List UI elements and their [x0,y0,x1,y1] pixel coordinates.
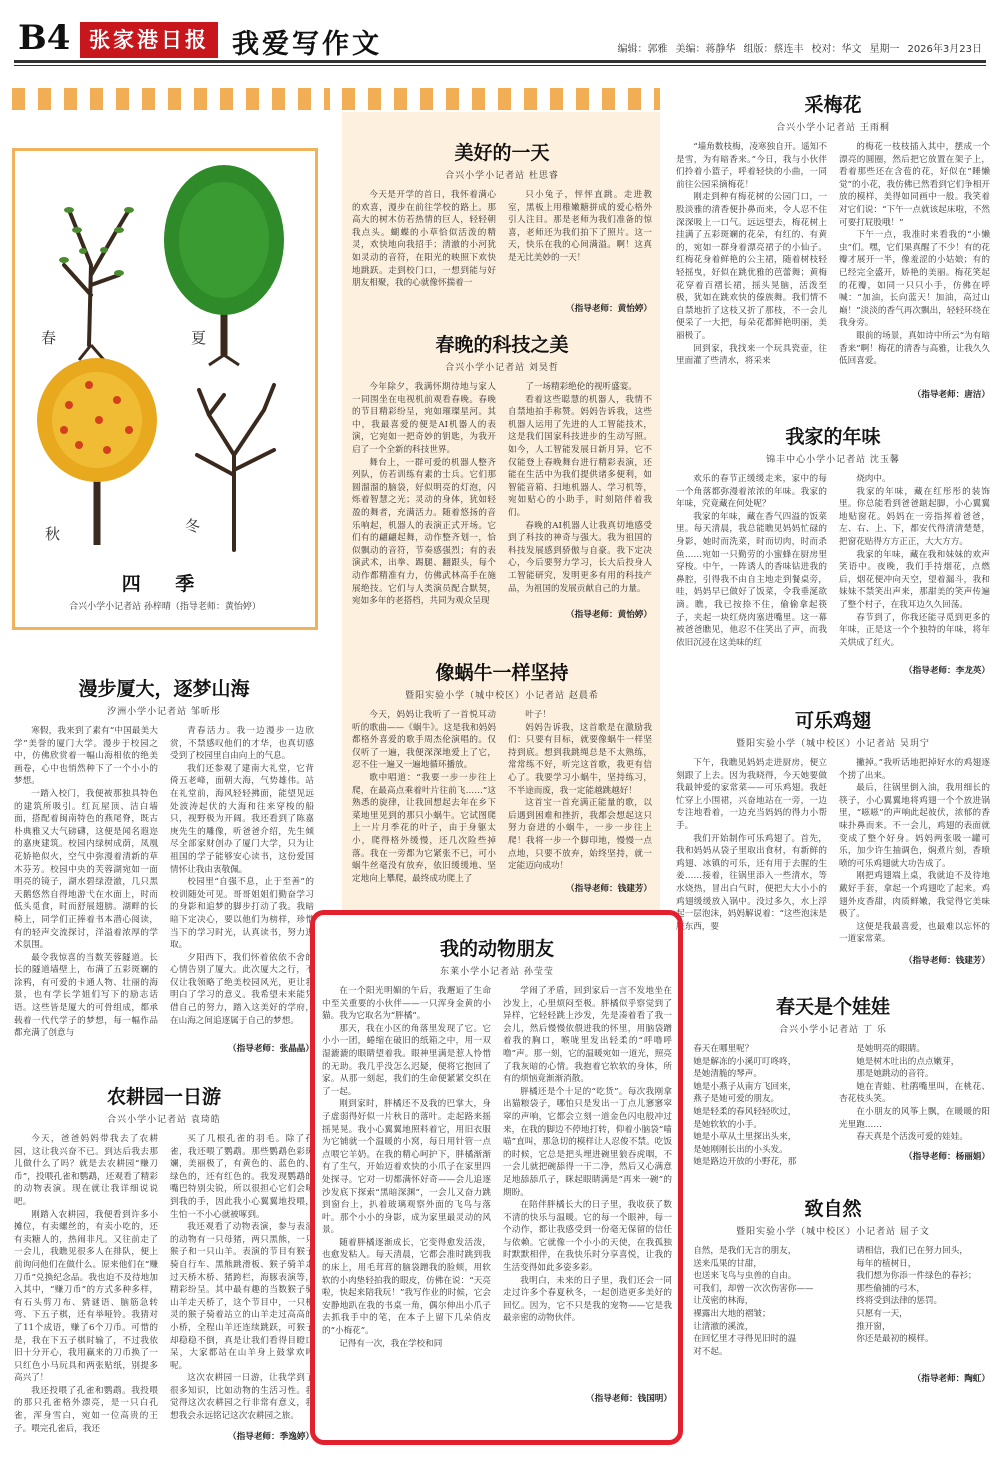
article-paragraph: 今天，妈妈让我听了一首悦耳动听的歌曲——《蜗牛》。这是我和妈妈都格外喜爱的歌手周杰伦演唱的。仅仅听了一遍，我便深深地爱上了它，忍不住一遍又一遍地循环播放。 [352,710,496,771]
article-paragraph: 烧肉中。 [856,474,891,484]
article-paragraph: 刚到家时，胖橘还不及我的巴掌大，身子虚弱得好似一片秋日的落叶。走起路来摇摇晃晃。我小心翼翼地照料着它，用旧衣服为它铺就一个温暖的小窝，每日用针管一点点喂它羊奶。在我的精心呵护下，胖橘渐渐有了生气，开始迈着欢快的小爪子在家里四处探寻。它对一切都满怀好奇——会儿追逐沙发底下探索“黑暗深渊”，一会儿又奋力跳到窗台上，扒着玻璃观察外面的飞鸟与落叶。那个小小的身影，成为家里最灵动的风景。 [322,1099,491,1236]
article-body [14,1133,314,1434]
poem-line: 是她明亮的眼睛。 [856,1044,925,1054]
article-paragraph: 胖橘还是个十足的“吃货”。每次我刚拿出猫粮袋子，哪怕只是发出一丁点儿窸窸窣窣的声响，它都会立刻一道金色闪电般冲过来，在我的脚边不停地打转，仰着小脑袋“喵喵”直叫，那急切的模样让人忍俊不禁。吃饭的时候，它总是把头埋进碗里狼吞虎咽，不一会儿就把碗舔得一干二净，然后又心满意足地舔舔爪子，眯起眼睛满是“再来一碗”的期盼。 [503,1086,672,1198]
article-paragraph: 今年除夕，我满怀期待地与家人一同围坐在电视机前观看春晚。春晚的节目精彩纷呈，宛如璀璨星河。其中，我最喜爱的便是AI机器人的表演，它宛如一把奇妙的钥匙，为我开启了一个全新的科技世界。 [352,382,496,455]
article-column [676,757,827,952]
article-paragraph: 我们还参观了建南大礼堂，它背倚五老峰，面朝大海，气势雄伟。站在礼堂前，海风轻轻拂面，能望见远处波涛起伏的大海和往来穿梭的船只，视野极为开阔。我还看到了陈嘉庚先生的雕像，听爸爸介绍，先生倾尽全部家财创办了厦门大学，只为让祖国的学子能够安心读书，这份爱国情怀让我由衷敬佩。 [170,763,314,875]
article-paragraph: 叶子！ [525,710,551,720]
article-paragraph: 撇掉。”我听话地把掉好水的鸡翅逐个捞了出来。 [839,758,990,781]
article-column [839,1043,990,1148]
article-paragraph: 我还观看了动物表演，参与表演的动物有一只母猪，两只黑熊，一只猴子和一只山羊。表演的节目有猴子骑自行车、黑熊跳滑板、猴子骑羊走过天桥木桥、猪跨栏，海豚表演等，精彩纷呈。其中最有趣的当数猴子骑山羊走天桥了，这个节目中，一只机灵的猴子骑着站立的山羊走过高高的小桥，全程山羊还连续跳跃，可猴子却稳稳不倒，真是让我们看得目瞪口呆，大家都站在山羊身上鼓掌欢呼呢。 [170,1222,314,1371]
article-column [676,1043,827,1168]
article-title: 我的动物朋友 [439,938,554,960]
poem-line: 你还是最初的模样。 [856,1334,934,1345]
article-paragraph: 我家的年味，藏在我和妹妹的欢声笑语中。夜晚，我们手持烟花，点燃后，烟花便冲向天空，望着漏斗，我和妹妹不禁笑出声来，那甜美的笑声传遍了整个村子，在我耳边久久回荡。 [839,549,990,610]
article-body [352,381,652,606]
article-xiamen [14,676,314,1056]
article-paragraph: 我还投喂了孔雀和鹦鹉。我投喂的那只孔雀格外漂亮，是一只白孔雀，浑身雪白，宛如一位高贵的王子。喂完孔雀后，我还 [14,1385,158,1434]
article-column [676,141,827,386]
article-column [839,757,990,952]
article-teacher-credit: （指导老师：张晶晶） [228,1044,314,1054]
article-body [676,1245,990,1370]
poem-line: 她是轻柔的春风轻轻吹过， [693,1106,797,1117]
article-paragraph: 了一场精彩绝伦的视听盛宴。 [525,382,637,392]
season-autumn-label: 秋 [45,525,61,543]
article-paragraph: 下午一点，我准时来看我的“小懒虫”们。嘿，它们果真醒了不少！有的花瓣才展开一半，像羞涩的小姑娘；有的已经完全盛开，娇艳的美丽。梅花笑起的花瓣，如同一只只小手，仿佛在呼喊：“加油，长向蓝天！加油，高过山巅！”淡淡的香气再次飘出，轻轻环绕在我身旁。 [839,230,990,329]
article-paragraph: 我明白，未来的日子里，我们还会一同走过许多个春夏秋冬，一起创造更多美好的回忆。因为，它不只是我的宠物——它是我最亲密的动物伙伴。 [503,1275,672,1324]
masthead-rule [14,60,986,63]
article-column [352,381,496,606]
article-column [839,141,990,386]
poem-line: 只愿有一天， [856,1308,908,1319]
article-title: 漫步厦大，逐梦山海 [78,678,250,700]
article-column [839,473,990,662]
poem-line: 她在青蛙、杜鹃嘴里叫，在桃花、杏花枝头笑。 [839,1081,990,1105]
article-paragraph: 在陪伴胖橘长大的日子里，我收获了数不清的快乐与温暖。它的每一个眼神，每一个动作，都让我感受到一份毫无保留的信任与依赖。它就像一个小小的天使，在我孤独时默默相伴，在我快乐时分享喜悦，让我的生活变得如此多姿多彩。 [503,1200,672,1274]
article-paragraph: 校园里“自强不息，止于至善”的校训随处可见。哥哥姐姐们勤奋学习的身影和追梦的脚步打动了我。我暗暗下定决心，要以他们为榜样，珍惜当下的学习时光，认真读书，努力进取。 [170,877,314,951]
article-paragraph: 那天，我在小区的角落里发现了它。它小小一团，蜷缩在破旧的纸箱之中，用一双湿漉漉的眼睛望着我。眼神里满是惹人怜惜的无助。我几乎没怎么迟疑，便将它抱回了家。从那一刻起，我们的生命便紧紧交织在了一起。 [322,1023,491,1097]
article-chunwan [352,332,652,622]
article-title: 采梅花 [804,94,862,116]
article-column [170,1133,314,1428]
masthead-rule-thin [14,65,986,66]
article-title: 春晚的科技之美 [435,334,569,356]
article-paragraph: “墙角数枝梅，凌寒独自开。遥知不是雪，为有暗香来。”今日，我与小伙伴们拎着小篮子，呼着轻快的小曲，一同前往公园采摘梅花！ [676,142,827,190]
poem-line: 那些偷捕的弓木， [856,1283,925,1294]
article-byline: 合兴小学小记者站 王雨桐 [776,123,890,133]
article-title: 致自然 [804,1198,862,1220]
article-teacher-credit: （指导老师：钱国明） [586,1394,672,1404]
article-zhiziran [676,1196,990,1386]
poem-line: 是她清脆的琴声。 [693,1069,762,1080]
article-paragraph: 今天，爸爸妈妈带我去了农耕园，这让我兴奋不已。到达后我去那儿做什么了吗？就是去农耕园“赚刀币”，投喂孔雀和鹦鹉，还观看了精彩的动物表演。现在就让我详细说说吧。 [14,1134,158,1207]
article-byline: 暨阳实验小学（城中校区）小记者站 屈子文 [736,1227,930,1237]
article-paragraph: 在一个阳光明媚的午后，我邂逅了生命中至关重要的小伙伴——一只浑身金黄的小猫。我为它取名为“胖橘”。 [322,986,491,1022]
article-paragraph: 刚踏入农耕园，我便看到许多小摊位，有卖螺丝的，有卖小吃的，还有卖糖人的，热闹非凡。又往前走了一会儿，我瞧见很多人在排队，便上前询问他们在做什么。原来他们在“赚刀币”兑换纪念品。我也迫不及待地加入其中，“赚刀币”的方式多种多样，有石头剪刀布、猜谜语、脑筋急转弯、下五子棋，还有举哑铃。我猜对了11个成语，赚了6个刀币。可惜的是，我在下五子棋时输了，不过我依旧十分开心，我用赢来的刀币换了一只红色小马玩具和两张贴纸，别提多高兴了！ [14,1209,158,1384]
article-paragraph: 记得有一次，我在学校和同 [339,1338,443,1349]
article-column [352,189,496,300]
article-paragraph: 这首宝一首充满正能量的歌，以后遇到困难和挫折，我都会想起这只努力奋进的小蜗牛，一步一步往上爬！我将一步一个脚印地，慢慢一点点地，只要不放弃，始终坚持，就一定能迈向成功！ [508,798,652,872]
article-paragraph: 夕阳西下，我们怀着依依不舍的心情告别了厦大。此次厦大之行，不仅让我领略了绝美校园风光，更让我明白了学习的意义。我希望未来能凭借自己的努力，踏入这美好的学府，在山海之间追逐属于自己的梦想。 [170,952,314,1026]
article-paragraph: 今天是开学的首日，我怀着满心的欢喜，漫步在前往学校的路上。那高大的树木仿若热情的巨人，轻轻朝我点头。蝴蝶的小草恰似活泼的精灵，欢快地向我招手；清澈的小河犹如灵动的音符，在阳光的映照下欢快地跳跃。走到校门口，一想到能与好朋友相聚，我的心就像怀揣着一 [352,190,496,289]
poem-line: 让茂密的林海， [693,1296,754,1307]
article-caimeihua [676,92,990,402]
article-teacher-credit: （指导老师：李龙英） [904,666,990,676]
credit-layout: 组版：蔡连丰 [743,44,804,55]
article-paragraph: 买了几根孔雀的羽毛。除了孔雀，我还喂了鹦鹉。那些鹦鹉色彩斑斓，美丽极了，有黄色的、蓝色的、绿色的，还有红色的。我发现鹦鹉的嘴巴特别尖锐，所以很担心它们会啄到我的手，因此我小心翼翼地投喂，生怕一不小心就被啄到。 [170,1134,314,1220]
article-title: 像蜗牛一样坚持 [435,662,569,684]
article-paragraph: 我家的年味，藏在红彤彤的装饰里。你总能看到爸爸踮起脚，小心翼翼地贴窗花。妈妈在一旁指挥着爸爸，左、右、上、下，都安代得清清楚楚，把窗花贴得方方正正，大大方方。 [839,486,990,547]
article-column [14,1133,158,1434]
article-paragraph: 一踏入校门，我便被那独具特色的建筑所吸引。红瓦屋顶、洁白墙面，搭配着闽南特色的燕尾脊，既古朴典雅又大气磅礴，这便是闻名遐迩的嘉庚建筑。校园内绿树成荫，凤凰花娇艳似火，空气中弥漫着清新的草木芬芳。校园中央的芙蓉湖宛如一面明亮的镜子，湖水碧绿澄澈，几只黑天鹅悠然自得地游弋在水面上，时而低头觅食，时而舒展翅膀。湖畔的长椅上，同学们正捧着书本潜心阅读，有的轻声交流探讨，洋溢着浓厚的学术氛围。 [14,788,158,951]
article-teacher-credit: （指导老师：钱建芳） [904,956,990,966]
poem-line: 终将受到法律的惩罚。 [856,1296,943,1307]
poem-line: 那是她跳动的音符。 [856,1069,934,1080]
credit-art-editor: 美编：蒋静华 [675,44,736,55]
article-nianwei [676,424,990,678]
article-paragraph: 我们开始制作可乐鸡翅了。首先，我和妈妈从袋子里取出食材，有新鲜的鸡翅、冰镇的可乐，还有用于去腥的生姜……接着，往锅里添入一些清水，等水烧热，冒出白气时，便把大大小小的鸡翅缓缓放入锅中。没过多久，水上浮起一层泡沫，妈妈解说着：“这些泡沫是脏东西，要 [676,833,827,932]
poem-line: 是她刚刚长出的小头发。 [693,1144,788,1155]
season-summer-label: 夏 [191,329,207,347]
spring-tree-icon [59,207,134,360]
autumn-tree-icon [37,358,157,545]
article-title: 我家的年味 [785,426,881,448]
article-title: 春天是个娃娃 [775,996,890,1018]
page-number: B4 [18,18,71,58]
newspaper-logo: 张家港日报 [80,22,218,58]
poem-line: 春天在哪里呢？ [693,1044,754,1054]
article-column [170,725,314,1040]
article-byline: 汐洲小学小记者站 邹昕彤 [107,707,221,717]
poem-line: 对不起。 [693,1346,728,1357]
poem-line: 可我们，却曾一次次伤害你—— [693,1283,814,1294]
illustration-byline: 合兴小学小记者站 孙梓晴（指导老师：黄怡婷） [69,602,261,612]
poem-line: 是她软软的小手。 [693,1119,762,1130]
article-byline: 合兴小学小记者站 杜思睿 [445,171,559,181]
poem-line: 自然，是我们无言的朋友， [693,1246,797,1256]
article-title: 农耕园一日游 [106,1086,221,1108]
credit-date: 2026年3月23日 [907,44,982,55]
article-paragraph: 最后，往锅里倒入油，我用细长的筷子，小心翼翼地将鸡翅一个个放进锅里，“嗞嗞”的声响此起彼伏，浓郁的香味扑鼻而来。不一会儿，鸡翅的表面就变成了整个好身。妈妈两张吸一罐可乐，加少许生抽调色，焖煮片刻，香喷喷的可乐鸡翅就大功告成了。 [839,783,990,869]
article-byline: 东莱小学小记者站 孙莹莹 [440,967,554,977]
season-spring-label: 春 [41,329,57,347]
article-paragraph: 看着这些聪慧的机器人，我情不自禁地拍手称赞。妈妈告诉我，这些机器人运用了先进的人工智能技术，这是我们国家科技进步的生动写照。如今，人工智能发展日新月异，它不仅能登上春晚舞台进行精彩表演，还能在生活中为我们提供诸多便利，如智能音箱、扫地机器人、学习机等，宛如贴心的小助手，时刻陪伴着我们。 [508,394,652,518]
article-teacher-credit: （指导老师：钱建芳） [566,884,652,894]
article-body [676,473,990,662]
article-paragraph: 刚走到种有梅花树的公园门口，一股淡雅的清香便扑鼻而来，令人忍不住深深吸上一口气。远远望去，梅花树上挂满了五彩斑斓的花朵，有红的、有黄的，宛如一群身着漂亮裙子的小仙子。红梅花身着鲜艳的公主裙，随着树枝轻轻摇曳，好似在跳优雅的芭蕾舞；黄梅花穿着百褶长裙，摇头晃脑，活泼至极，犹如在跳欢快的傣族舞。我们情不自禁地折了这枝又折了那枝，不一会儿便采了一大把，每朵花都鲜艳明丽，美丽极了。 [676,192,827,341]
article-body [676,757,990,952]
credit-weekday: 星期一 [869,44,900,55]
article-paragraph: 刚把鸡翅端上桌，我就迫不及待地戴好手套，拿起一个鸡翅吃了起来。鸡翅外皮香甜，肉质鲜嫩，我觉得它美味极了。 [839,871,990,920]
article-title: 美好的一天 [454,142,550,164]
poem-line: 裸露出大地的褶皱； [693,1308,771,1319]
article-column [508,709,652,880]
article-paragraph: 这便是我最喜爱，也最难以忘怀的一道家常菜。 [839,921,990,945]
article-byline: 锦丰中心小学小记者站 沈玉馨 [766,455,900,465]
article-teacher-credit: （指导老师：季逸婷） [228,1432,314,1442]
article-nonggeng [14,1084,314,1444]
article-column [839,1245,990,1370]
article-body [352,189,652,300]
article-byline: 暨阳实验小学（城中校区）小记者站 吴玥宁 [736,739,930,749]
poem-line: 在回忆里才寻得见旧时的温 [693,1334,797,1345]
article-paragraph: 歌中唱道：“我要一步一步往上爬，在最高点乘着叶片往前飞……”这熟悉的旋律，让我回想起去年在乡下菜地里见到的那只小蜗牛。它试图爬上一片月季花的叶子，由于身躯太小，爬得格外缓慢，还几次险些掉落。我在一旁都为它紧张不已，可小蜗牛丝毫没有放弃，依旧缓缓地、坚定地向上攀爬，最终成功爬上了 [352,772,496,884]
poem-line: 在小朋友的风筝上飘，在暖暖的阳光里跑…… [839,1106,990,1130]
poem-line: 燕子是她可爱的朋友。 [693,1094,780,1105]
article-paragraph: 欢乐的春节正缓缓走来，家中的每一个角落都弥漫着浓浓的年味。我家的年味，究竟藏在何处呢？ [676,474,827,510]
article-column [676,473,827,662]
article-body [352,709,652,884]
article-byline: 合兴小学小记者站 袁琦皓 [107,1115,221,1125]
masthead [14,10,986,60]
poem-line: 请相信，我们已在努力回头， [856,1246,968,1256]
article-teacher-credit: （指导老师：唐洁） [912,390,990,400]
article-paragraph: 春晚的AI机器人让我真切地感受到了科技的神奇与强大。我为祖国的科技发展感到骄傲与自豪。我下定决心，今后要努力学习，长大后投身人工智能研究，发明更多有用的科技产品，为祖国的发展贡献自己的力量。 [508,520,652,594]
article-paragraph: 春节到了，你我还能寻觅到更多的年味，正是这一个个独特的年味，将年关烘成了红火。 [839,612,990,648]
poem-line: 我们想为你添一件绿色的春衫； [856,1271,977,1282]
article-column [508,189,652,300]
poem-line: 也送来飞鸟与虫兽的自由。 [693,1271,797,1282]
winter-tree-icon [197,385,274,550]
article-paragraph: 回到家，我找来一个玩具瓷壶，往里面灌了些清水，将采来 [676,343,827,367]
decorative-stripe [342,88,660,110]
four-seasons-drawing [19,155,311,563]
article-paragraph: 眼前的场景，真如诗中所云“为有暗香来”啊！梅花的清香与高雅，让我久久低回喜爱。 [839,330,990,367]
featured-article-highlight [310,910,683,1445]
article-byline: 暨阳实验小学（城中校区）小记者站 赵晨希 [405,691,599,701]
article-byline: 合兴小学小记者站 刘昊哲 [445,363,559,373]
article-column [14,725,158,1040]
four-seasons-illustration [12,148,318,630]
poem-line: 她是路边开放的小野花，那 [693,1157,797,1168]
article-paragraph: 妈妈告诉我，这首歌是在激励我们：只要有目标，就要像蜗牛一样坚持到底。想到我跳绳总是不太熟练，常常练不好，听完这首歌，我更有信心了。我要学习小蜗牛，坚持练习，不半途而废，我一定能越跳越好！ [508,722,652,796]
decorative-stripe [12,88,330,110]
article-body [676,141,990,386]
article-paragraph: 舞台上，一群可爱的机器人整齐列队，仿若训练有素的士兵。它们那圆溜溜的脑袋，好似明亮的灯泡，闪烁着智慧之光；灵动的身体，犹如轻盈的舞者，充满活力。随着悠扬的音乐响起，机器人的表演正式开场。它们有的翩翩起舞，动作整齐划一，恰似飘动的音符，节奏感强烈；有的表演武术，出拳、踢腿、翻跟头，每个动作都精准有力，仿佛武林高手在施展绝技。它们与人类演员配合默契，宛如多年的老搭档，共同为观众呈现 [352,457,496,607]
article-paragraph: 最令我惊喜的当数芙蓉隧道。长长的隧道墙壁上，布满了五彩斑斓的涂鸦，有可爱的卡通人物、壮丽的海景，也有学长学姐们写下的励志话语。这些皆是厦大的可骨组成，都承载着一代代学子的梦想，每一幅作品都充满了创意与 [14,952,158,1039]
editorial-credits [617,40,982,55]
article-title: 可乐鸡翅 [794,710,871,732]
article-paragraph: 寒假，我来到了素有“中国最美大学”美誉的厦门大学。漫步于校园之中，仿佛欣赏着一幅山海相依的绝美画卷，心中也悄然种下了一个小小的梦想。 [14,726,158,787]
article-woniu [352,660,652,896]
poem-line: 她是小草从土里探出头来， [693,1132,797,1143]
article-body [14,725,314,1040]
summer-tree-icon [164,165,284,365]
article-meihao [352,140,652,316]
poem-line: 推开窗， [856,1321,891,1332]
article-teacher-credit: （指导老师：杨丽娟） [904,1152,990,1162]
article-paragraph: 的梅花一枝枝插入其中，摆成一个漂亮的圆圈，然后把它放置在架子上，看着那些还在含苞的花，好似在“睡懒觉”的小花，我仿佛已然看到它们争相开放的模样，美得如同画中一般。我笑着对它们说：“下午一点就该起床啦，不然可要打屁股哦！” [839,142,990,228]
article-teacher-credit: （指导老师：陶虹） [912,1374,990,1384]
poem-line: 她是树木吐出的点点嫩芽， [856,1056,960,1067]
poem-line: 她是小燕子从南方飞回来， [693,1081,797,1092]
article-paragraph: 下午，我瞧见妈妈走进厨房，便立刻跟了上去。因为我晓得，今天她要做我最钟爱的家常菜——可乐鸡翅。我赶忙穿上小围裙，兴奋地站在一旁，一边专注地看着，一边充当妈妈的得力小帮手。 [676,758,827,831]
article-chuntian [676,994,990,1168]
article-paragraph: 这次农耕园一日游，让我学到了很多知识，比如动物的生活习性。我觉得这次农耕园之行非常有意义，我想我会永远铭记这次农耕园之旅。 [170,1373,314,1422]
article-byline: 合兴小学小记者站 丁 乐 [779,1025,887,1035]
article-paragraph: 青春活力。我一边漫步一边欣赏，不禁感叹他们的才华，也真切感受到了校园里自由向上的气息。 [170,726,314,762]
poem-line: 送来瓜果的甘甜， [693,1258,762,1269]
article-kele [676,708,990,968]
article-paragraph: 随着胖橘逐渐成长，它变得愈发活泼，也愈发粘人。每天清晨，它都会准时跳到我的床上，用毛茸茸的脑袋蹭我的脸颊，用软软的小肉垫轻拍我的眼皮，仿佛在说：“天亮啦，快起来陪我玩！”我写作业的时候，它会安静地趴在我的书桌一角，偶尔伸出小爪子去抓我手中的笔，在本子上留下几朵俏皮的“小梅花”。 [322,1237,491,1337]
article-column [352,709,496,884]
article-teacher-credit: （指导老师：黄怡婷） [566,304,652,314]
poem-line: 每年的植树日， [856,1258,917,1269]
illustration-title: 四 季 [121,573,209,595]
credit-editor: 编辑：郭雅 [617,44,668,55]
section-title: 我爱写作文 [232,29,382,60]
poem-line: 她是解冻的小溪叮叮咚咚， [693,1056,797,1067]
credit-proofreader: 校对：华文 [811,44,862,55]
article-teacher-credit: （指导老师：黄怡婷） [566,610,652,620]
article-paragraph: 学闹了矛盾，回到家后一言不发地坐在沙发上，心里烦闷至极。胖橘似乎察觉到了异样，它轻轻跳上沙发，先是凑着看了我一会儿，然后慢慢依偎进我的怀里，用脑袋蹭着我的胸口，喉咙里发出轻柔的“呼噜呼噜”声。那一刻，它的温暖宛如一道光，照亮了我灰暗的心情。我抱着它软软的身体，所有的烦恼竟渐渐消散。 [503,986,672,1085]
season-winter-label: 冬 [185,517,201,535]
article-paragraph: 只小兔子，怦怦直跳。走进教室，黑板上用稚嫩糖拼成的爱心格外引人注目。那是老师为我们准备的惊喜，老师还为我们拍下了照片。这一天，快乐在我的心间满溢。啊！这真是无比美妙的一天！ [508,190,652,263]
article-column [676,1245,827,1370]
poem-line: 春天真是个活泼可爱的娃娃。 [856,1132,968,1143]
article-paragraph: 我家的年味，藏在香气四溢的饭菜里。每天清晨，我总能瞧见妈妈忙碌的身影，她时而洗菜，时而切肉，时而杀鱼……宛如一只勤劳的小蜜蜂在厨房里穿梭。中午，一阵诱人的香味钻进我的鼻腔，引得我不由自主地走到餐桌旁，哇，妈妈早已做好了饭菜，令我垂涎欲滴。瞧，我已按捺不住，偷偷拿起筷子，夹起一块红烧肉塞进嘴里。这一幕被爸爸瞧见，他忍不住笑出了声，而我依旧沉浸在这美味的红 [676,511,827,648]
poem-line: 让清澈的溪流， [693,1321,754,1332]
article-column [508,381,652,606]
